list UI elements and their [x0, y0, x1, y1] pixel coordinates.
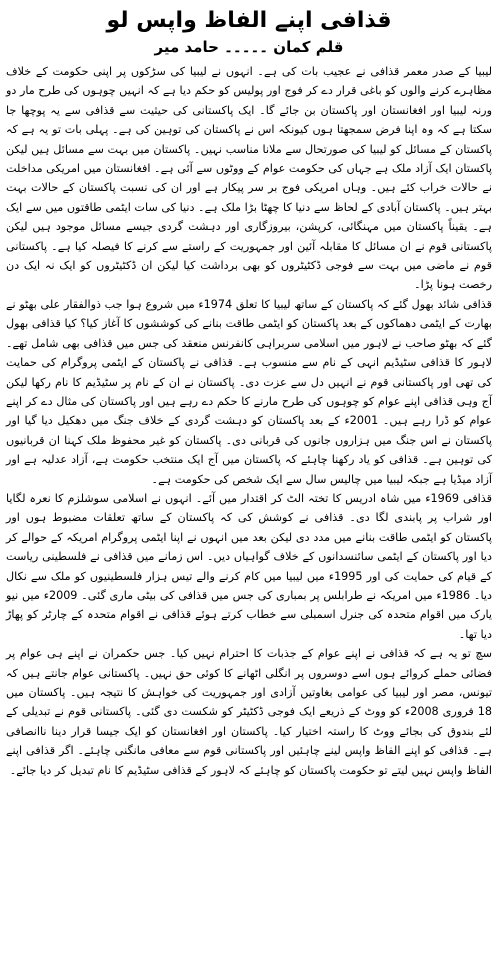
article-paragraph: لیبیا کے صدر معمر قذافی نے عجیب بات کی ہے۔ انہوں نے لیبیا کی سڑکوں پر اپنی حکومت کے خلاف مظاہرے کرنے والوں کو باغی قرار دے کر فوج اور پولیس کو حکم دیا ہے کہ انہیں چوہوں کی طرح مار دو ورنہ لیبیا اور افغانستان اور پاکستان بن جائے گا۔ ایک پاکستانی کی حیثیت سے قذافی سے یہ پوچھا جا سکتا ہے کہ وہ اپنا فرض سمجھتا ہوں کیونکہ اس نے پاکستان کی توہین کی ہے۔ پہلی بات تو یہ ہے کہ پاکستان کے مسائل کو لیبیا کی صورتحال سے ملانا مناسب نہیں۔ پاکستان میں بہت سے مسائل ہیں لیکن پاکستان ایک آزاد ملک ہے جہاں کی حکومت عوام کے ووٹوں سے آئی ہے۔ افغانستان میں امریکی مداخلت نے حالات خراب کئے ہیں۔ وہاں امریکی فوج بر سر پیکار ہے اور ان کی نسبت پاکستان کے حالات بہت بہتر ہیں۔ پاکستان آبادی کے لحاظ سے دنیا کا چھٹا بڑا ملک ہے۔ دنیا کی سات ایٹمی طاقتوں میں سے ایک ہے۔ یقیناً پاکستان میں مہنگائی، کرپشن، بیروزگاری اور دہشت گردی جیسے مسائل موجود ہیں لیکن پاکستانی قوم نے ان مسائل کا مقابلہ آئین اور جمہوریت کے راستے سے کرنے کا فیصلہ کیا ہے۔ پاکستانی قوم نے ماضی میں بہت سے فوجی ڈکٹیٹروں کو بھی برداشت کیا لیکن ان ڈکٹیٹروں کو ایک نہ ایک دن رخصت ہونا پڑا۔ — [6, 65, 492, 292]
article-byline: قلم کمان ۔۔۔۔۔ حامد میر — [154, 38, 344, 56]
article-body — [6, 62, 492, 780]
article-paragraph: قذافی 1969ء میں شاہ ادریس کا تختہ الٹ کر اقتدار میں آئے۔ انہوں نے اسلامی سوشلزم کا نعرہ لگایا اور شراب پر پابندی لگا دی۔ قذافی نے کوشش کی کہ پاکستان کے ساتھ تعلقات مضبوط ہوں اور پاکستان کو ایٹمی طاقت بنانے میں مدد دی لیکن بعد میں انہوں نے اپنا ایٹمی پروگرام امریکہ کے حوالے کر دیا اور پاکستان کے ایٹمی سائنسدانوں کے خلاف گواہیاں دیں۔ اس زمانے میں قذافی نے فلسطینی ریاست کے قیام کی حمایت کی اور 1995ء میں لیبیا میں کام کرنے والے تیس ہزار فلسطینیوں کو ملک سے نکال دیا۔ 1986ء میں امریکہ نے طرابلس پر بمباری کی جس میں قذافی کی بیٹی ماری گئی۔ 2009ء میں نیو یارک میں اقوام متحدہ کی جنرل اسمبلی سے خطاب کرتے ہوئے قذافی نے اقوام متحدہ کے چارٹر کو پھاڑ دیا تھا۔ — [6, 491, 493, 641]
article-paragraph: سچ تو یہ ہے کہ قذافی نے اپنے عوام کے جذبات کا احترام نہیں کیا۔ جس حکمران نے اپنے ہی عوام پر فضائی حملے کروائے ہوں اسے دوسروں پر انگلی اٹھانے کا کوئی حق نہیں۔ پاکستانی عوام جانتے ہیں کہ تیونس، مصر اور لیبیا کی عوامی بغاوتیں آزادی اور جمہوریت کی خواہش کا نتیجہ ہیں۔ پاکستان میں 18 فروری 2008ء کو ووٹ کے ذریعے ایک فوجی ڈکٹیٹر کو شکست دی گئی۔ پاکستانی قوم نے تبدیلی کے لئے بندوق کی بجائے ووٹ کا راستہ اختیار کیا۔ پاکستان اور افغانستان کو ایک جیسا قرار دینا ناانصافی ہے۔ قذافی کو اپنے الفاظ واپس لینے چاہئیں اور پاکستانی قوم سے معافی مانگنی چاہئے۔ اگر قذافی اپنے الفاظ واپس نہیں لیتے تو حکومت پاکستان کو چاہئے کہ لاہور کے قذافی سٹیڈیم کا نام تبدیل کر دیا جائے۔ — [6, 647, 493, 777]
article-paragraph: قذافی شائد بھول گئے کہ پاکستان کے ساتھ لیبیا کا تعلق 1974ء میں شروع ہوا جب ذوالفقار علی بھٹو نے بھارت کے ایٹمی دھماکوں کے بعد پاکستان کو ایٹمی طاقت بنانے کی کوششوں کا آغاز کیا؟ کیا قذافی بھول گئے کہ بھٹو صاحب نے لاہور میں اسلامی سربراہی کانفرنس منعقد کی جس میں قذافی بھی شامل تھے۔ لاہور کا قذافی سٹیڈیم انہی کے نام سے منسوب ہے۔ قذافی نے پاکستان کے ایٹمی پروگرام کی حمایت کی تھی اور پاکستانی قوم نے انہیں دل سے عزت دی۔ پاکستان نے ان کے نام پر سٹیڈیم کا نام رکھا لیکن آج وہی قذافی اپنے عوام کو چوہوں کی طرح مارنے کا حکم دے رہے ہیں اور پاکستان کی مثال دے کر اپنے عوام کو ڈرا رہے ہیں۔ 2001ء کے بعد پاکستان کو دہشت گردی کے خلاف جنگ میں دھکیل دیا گیا اور پاکستان نے اس جنگ میں ہزاروں جانوں کی قربانی دی۔ پاکستان کو غیر محفوظ ملک کہنا ان قربانیوں کی توہین ہے۔ قذافی کو یاد رکھنا چاہئے کہ پاکستان میں آج ایک منتخب حکومت ہے، آزاد عدلیہ ہے اور آزاد میڈیا ہے جبکہ لیبیا میں چالیس سال سے ایک شخص کی حکومت ہے۔ — [6, 297, 492, 486]
article-title: قذافی اپنے الفاظ واپس لو — [106, 8, 392, 33]
